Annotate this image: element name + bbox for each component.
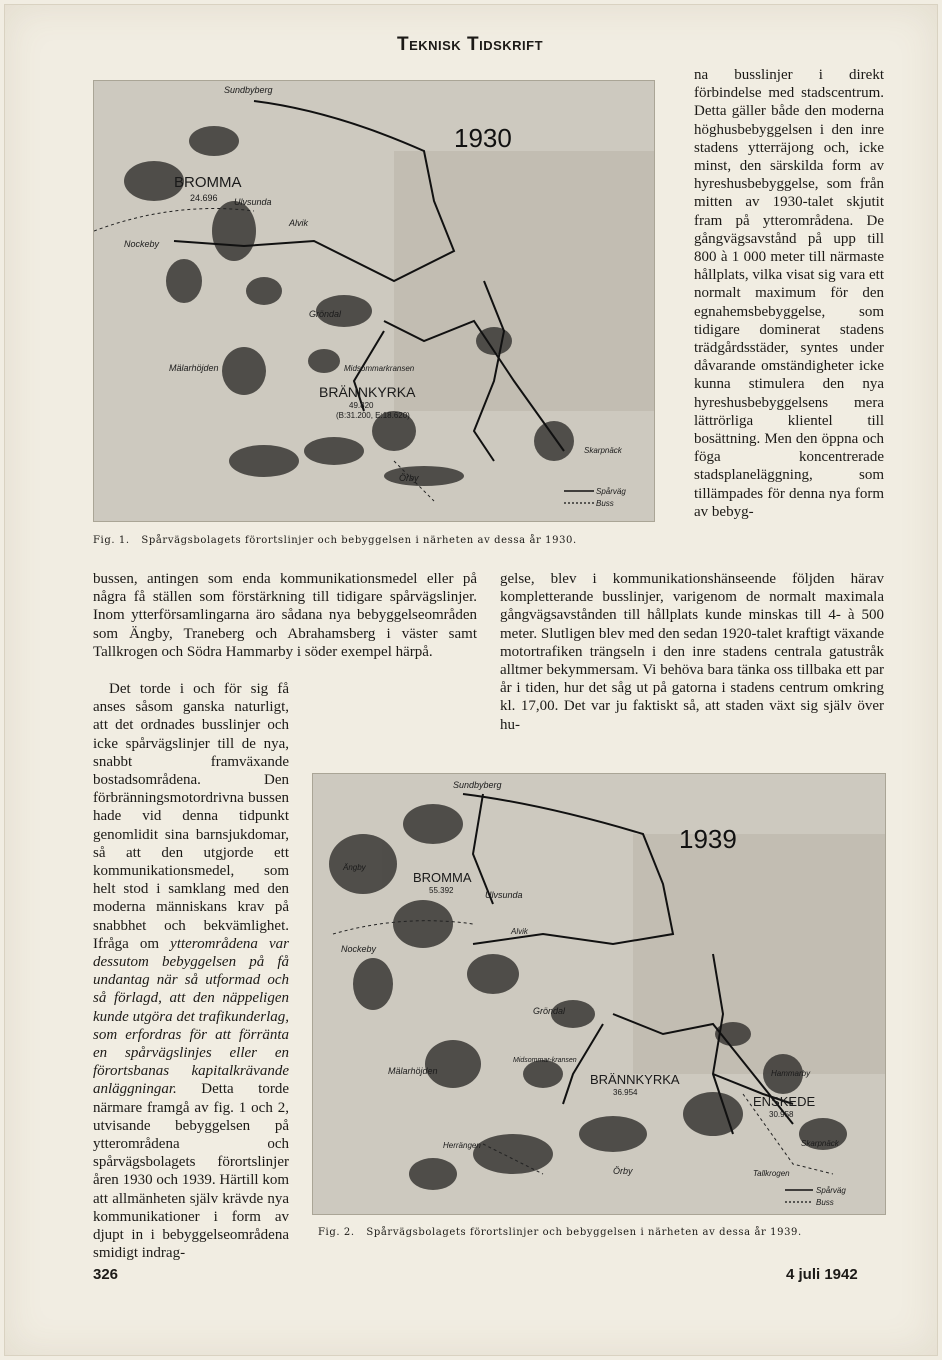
fig1-label-bromma-pop: 24.696 <box>190 193 218 203</box>
left-paragraph-2-italic: ytterområdena var dessutom bebyggelsen på få undantag när så utformad och så förlagd, att den näppeligen kunde utgöra det trafikunderlag, som erfordras för att förränta en spårvägslinjes eller en förortsbanas kapitalkrävande anläggningar. <box>93 935 289 1098</box>
figure-2-map <box>312 773 886 1215</box>
figure-1-map <box>93 80 655 522</box>
fig2-label-ulvsunda: Ulvsunda <box>485 890 523 900</box>
fig2-label-brannkyrka-pop: 36.954 <box>613 1088 638 1097</box>
fig2-label-tallkrogen: Tallkrogen <box>753 1169 790 1178</box>
fig2-legend-bus: Buss <box>816 1198 834 1207</box>
issue-date: 4 juli 1942 <box>786 1266 858 1283</box>
fig2-label-sundbyberg: Sundbyberg <box>453 780 502 790</box>
fig1-label-nockeby: Nockeby <box>124 239 160 249</box>
fig2-label-grondal: Gröndal <box>533 1006 566 1016</box>
fig1-label-bromma: BROMMA <box>174 174 242 191</box>
left-paragraph-1: bussen, antingen som enda kommunikationsmedel eller på några få ställen som förstärkning till tidigare spårvägslinjer. Inom ytterförsamlingarna äro sådana nya bebyggelseområden som Ängby, Traneberg och Abrahamsberg i väster samt Tallkrogen och Södra Hammarby i söder exempel härpå. <box>93 571 477 660</box>
fig2-label-midsommarkransen: Midsommar-kransen <box>513 1057 577 1064</box>
left-column-narrow <box>93 680 289 1263</box>
fig2-label-bromma-pop: 55.392 <box>429 886 454 895</box>
left-paragraph-2-start: Det torde i och för sig få anses såsom ganska naturligt, att det ordnades busslinjer och icke spårvägslinjer till de nya, snabbt framväxande bostadsområdena. Den förbränningsmotordrivna bussen hade vid denna tidpunkt genomlidit sina barnsjukdomar, så att den utgjorde ett kommunikationsmedel, som helt stod i samklang med den moderna människans krav på snabbhet och bekvämlighet. Ifråga om <box>93 681 289 952</box>
right-wide-paragraph: gelse, blev i kommunikationshänseende följden härav kompletterande busslinjer, varigenom de normalt maximala gångvägsavstånden till hållplats kunde minskas till 4- à 500 meter. Slutligen blev med den sedan 1920-talet kraftigt växande motortrafiken trängseln i den inre stadens centrala gatustråk alltmer bekymmersam. Vi behöva bara tänka oss tillbaka ett par år i tiden, hur det såg ut på gatorna i stadens centrum omkring kl. 17,00. Det var ju faktiskt så, att staden växt sig själv över hu- <box>500 571 884 733</box>
right-column-text <box>694 66 884 521</box>
fig1-legend-tram: Spårväg <box>596 487 626 496</box>
fig2-legend-tram: Spårväg <box>816 1186 846 1195</box>
fig1-label-orby: Örby <box>399 473 419 483</box>
fig1-label-ulvsunda: Ulvsunda <box>234 197 272 207</box>
fig1-caption-text: Spårvägsbolagets förortslinjer och bebyggelsen i närheten av dessa år 1930. <box>141 535 577 546</box>
fig1-label-brannkyrka-pop: 49.820 <box>349 401 374 410</box>
left-paragraph-2-end: Detta torde närmare framgå av fig. 1 och 2, utvisande bebyggelsen på ytterområdena och spårvägsbolagets förortslinjer åren 1930 och 1939. Härtill kom att allmänheten själv krävde nya kommunikationer i form av djupt in i bebyggelseområdena smidigt indrag- <box>93 1081 289 1262</box>
fig1-year: 1930 <box>454 123 512 153</box>
figure-2-caption <box>318 1227 898 1238</box>
fig2-label-nockeby: Nockeby <box>341 944 377 954</box>
right-wide-text <box>500 570 884 734</box>
fig2-caption-text: Spårvägsbolagets förortslinjer och bebyggelsen i närheten av dessa år 1939. <box>366 1227 802 1238</box>
fig2-label-angby: Ängby <box>343 863 366 872</box>
fig1-label-midsommarkransen: Midsommarkransen <box>344 364 415 373</box>
left-paragraph-2 <box>93 680 289 1263</box>
fig2-label-skarpnack: Skarpnäck <box>801 1139 839 1148</box>
fig1-label-alvik: Alvik <box>289 218 309 228</box>
fig2-label-brannkyrka: BRÄNNKYRKA <box>590 1072 680 1087</box>
fig1-caption-label: Fig. 1. <box>93 535 130 546</box>
fig2-label-alvik: Alvik <box>511 927 528 936</box>
fig2-label-bromma: BROMMA <box>413 870 472 885</box>
fig1-label-malarhojden: Mälarhöjden <box>169 363 219 373</box>
fig1-legend-bus: Buss <box>596 499 614 508</box>
fig1-label-brannkyrka-sub: (B:31.200, E:18.620) <box>336 411 410 420</box>
fig2-year: 1939 <box>679 824 737 854</box>
fig2-label-orby: Örby <box>613 1166 633 1176</box>
left-column-upper <box>93 570 477 661</box>
fig1-label-brannkyrka: BRÄNNKYRKA <box>319 384 416 400</box>
fig2-label-malarhojden: Mälarhöjden <box>388 1066 438 1076</box>
figure-1-caption <box>93 535 673 546</box>
fig1-label-skarpnack: Skarpnäck <box>584 446 622 455</box>
fig2-caption-label: Fig. 2. <box>318 1227 355 1238</box>
fig1-label-sundbyberg: Sundbyberg <box>224 85 273 95</box>
right-column-paragraph: na busslinjer i direkt förbindelse med stadscentrum. Detta gäller både den moderna höghusbebyggelsen i den inre stadens ytterräjong och, icke minst, den särskilda form av hyreshusbebyggelse, som från mitten av 1930-talet skjutit fram på ytterområdena. De gångvägsavstånd på upp till 800 à 1 000 meter till närmaste hållplats, vilka visat sig vara ett normalt maximum för den egnahemsbebyggelse, som tidigare dominerat stadens trädgårdsstäder, syntes under dåvarande omständigheter icke kunna stimulera den nya hyreshusbebyggelsens mera lättrörliga klientel till bosättning. Men den öppna och föga koncentrerade stadsplaneläggning, som tillämpades för denna nya form av bebyg- <box>694 67 884 520</box>
fig2-label-herrangen: Herrängen <box>443 1141 481 1150</box>
page-number: 326 <box>93 1266 119 1283</box>
fig1-label-grondal: Gröndal <box>309 309 342 319</box>
fig2-label-enskede: ENSKEDE <box>753 1094 816 1109</box>
fig2-label-enskede-pop: 30.958 <box>769 1110 794 1119</box>
fig2-label-hammarby: Hammarby <box>771 1069 811 1078</box>
journal-title: Teknisk Tidskrift <box>396 34 544 55</box>
